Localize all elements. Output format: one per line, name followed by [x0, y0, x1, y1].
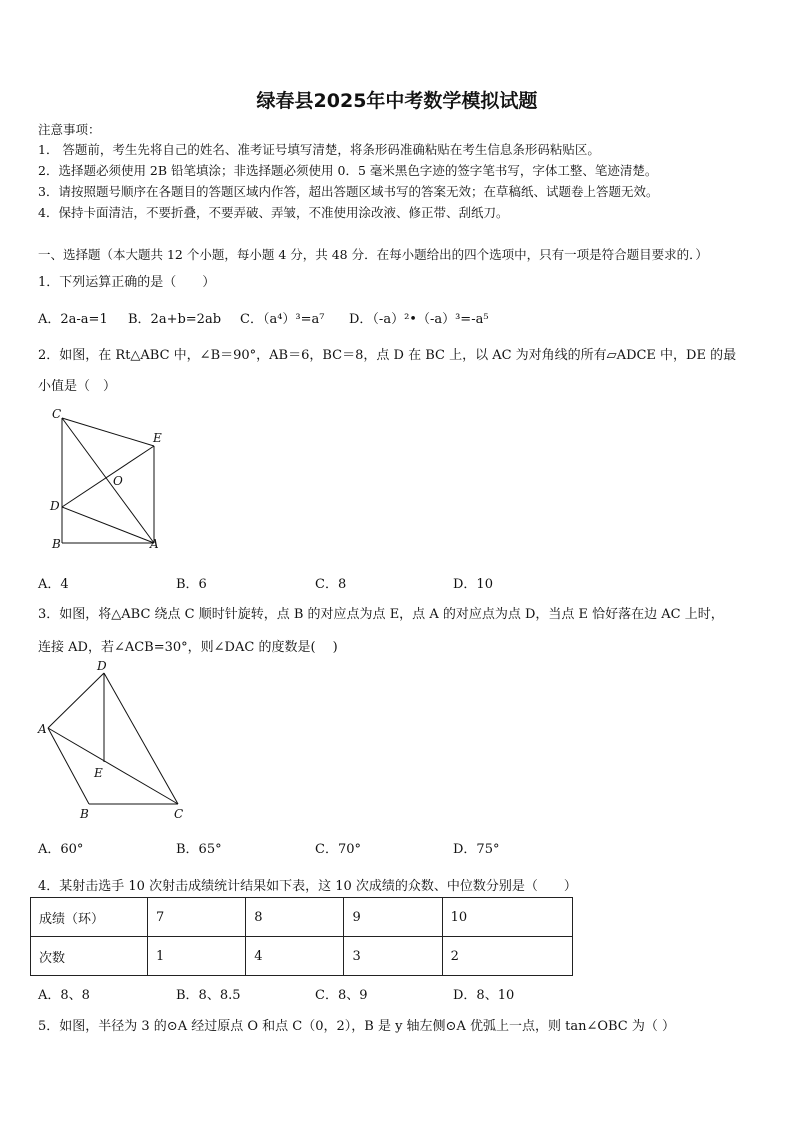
q2-option-c[interactable]: C．8 [315, 577, 347, 592]
table-row [31, 898, 573, 937]
q4-option-b[interactable]: B．8、8.5 [176, 988, 241, 1003]
question-3-stem: 3．如图，将△ABC 绕点 C 顺时针旋转，点 B 的对应点为点 E，点 A 的对应点为点 D，当点 E 恰好落在边 AC 上时， [38, 607, 724, 622]
table-cell: 7 [148, 898, 246, 937]
table-row [31, 937, 573, 976]
q4-option-a[interactable]: A．8、8 [38, 988, 90, 1003]
q3-option-c[interactable]: C．70° [315, 842, 361, 857]
table-cell: 9 [344, 898, 442, 937]
label-c: C [52, 407, 62, 421]
label-b: B [52, 537, 61, 551]
table-cell: 3 [344, 937, 442, 976]
table-cell: 10 [442, 898, 572, 937]
question-3-stem-cont: 连接 AD，若∠ACB=30°，则∠DAC 的度数是( ) [38, 640, 338, 655]
q1-option-c[interactable]: C．（a⁴）³=a⁷ [240, 312, 325, 327]
q1-option-a[interactable]: A．2a-a=1 [38, 312, 108, 327]
question-2-stem: 2．如图，在 Rt△ABC 中，∠B＝90°，AB＝6，BC＝8，点 D 在 BC 上，以 AC 为对角线的所有▱ADCE 中，DE 的最 [38, 348, 737, 363]
label-d: D [97, 659, 107, 673]
segment-ca [62, 418, 154, 543]
label-d: D [50, 499, 60, 513]
label-a: A [150, 537, 159, 551]
table-cell: 次数 [31, 937, 148, 976]
q3-figure [34, 655, 194, 825]
note-item: 3．请按照题号顺序在各题目的答题区域内作答，超出答题区域书写的答案无效；在草稿纸、试题卷上答题无效。 [38, 184, 659, 199]
table-cell: 2 [442, 937, 572, 976]
question-2-stem-cont: 小值是（ ） [38, 379, 117, 394]
score-table [30, 897, 573, 976]
q3-option-a[interactable]: A．60° [38, 842, 84, 857]
table-cell: 4 [246, 937, 344, 976]
segment-ac [48, 728, 178, 804]
segment-ce [62, 418, 154, 446]
q2-option-a[interactable]: A．4 [38, 577, 69, 592]
question-4-stem: 4．某射击选手 10 次射击成绩统计结果如下表，这 10 次成绩的众数、中位数分别是（ ） [38, 879, 577, 894]
table-cell: 1 [148, 937, 246, 976]
q3-option-d[interactable]: D．75° [453, 842, 500, 857]
q3-option-b[interactable]: B．65° [176, 842, 222, 857]
q2-option-b[interactable]: B．6 [176, 577, 207, 592]
q2-option-d[interactable]: D．10 [453, 577, 493, 592]
note-item: 4．保持卡面清洁，不要折叠，不要弄破、弄皱，不准使用涂改液、修正带、刮纸刀。 [38, 205, 509, 220]
label-e: E [94, 766, 103, 780]
segment-dc [104, 673, 178, 804]
section-heading: 一、选择题（本大题共 12 个小题，每小题 4 分，共 48 分．在每小题给出的四个选项中，只有一项是符合题目要求的．） [38, 247, 708, 262]
label-e: E [153, 431, 162, 445]
q4-option-c[interactable]: C．8、9 [315, 988, 368, 1003]
label-o: O [113, 474, 123, 488]
page-title: 绿春县2025年中考数学模拟试题 [256, 90, 538, 112]
note-item: 2．选择题必须使用 2B 铅笔填涂；非选择题必须使用 0．5 毫米黑色字迹的签字笔书写，字体工整、笔迹清楚。 [38, 163, 658, 178]
label-b: B [80, 807, 89, 821]
question-5-stem: 5．如图，半径为 3 的⊙A 经过原点 O 和点 C（0，2），B 是 y 轴左侧⊙A 优弧上一点，则 tan∠OBC 为（ ） [38, 1019, 676, 1034]
table-cell: 成绩（环） [31, 898, 148, 937]
notes-heading: 注意事项： [38, 122, 101, 137]
label-a: A [38, 722, 47, 736]
label-c: C [174, 807, 184, 821]
note-item: 1． 答题前，考生先将自己的姓名、准考证号填写清楚，将条形码准确粘贴在考生信息条形码粘贴区。 [38, 142, 600, 157]
q1-option-b[interactable]: B．2a+b=2ab [128, 312, 222, 327]
q2-figure [40, 400, 180, 560]
q1-option-d[interactable]: D．（-a）²•（-a）³=-a⁵ [349, 312, 489, 327]
table-cell: 8 [246, 898, 344, 937]
question-1-stem: 1．下列运算正确的是（ ） [38, 275, 216, 290]
segment-ab [48, 728, 89, 804]
segment-de [62, 446, 154, 507]
q4-option-d[interactable]: D．8、10 [453, 988, 515, 1003]
segment-da [48, 673, 104, 728]
